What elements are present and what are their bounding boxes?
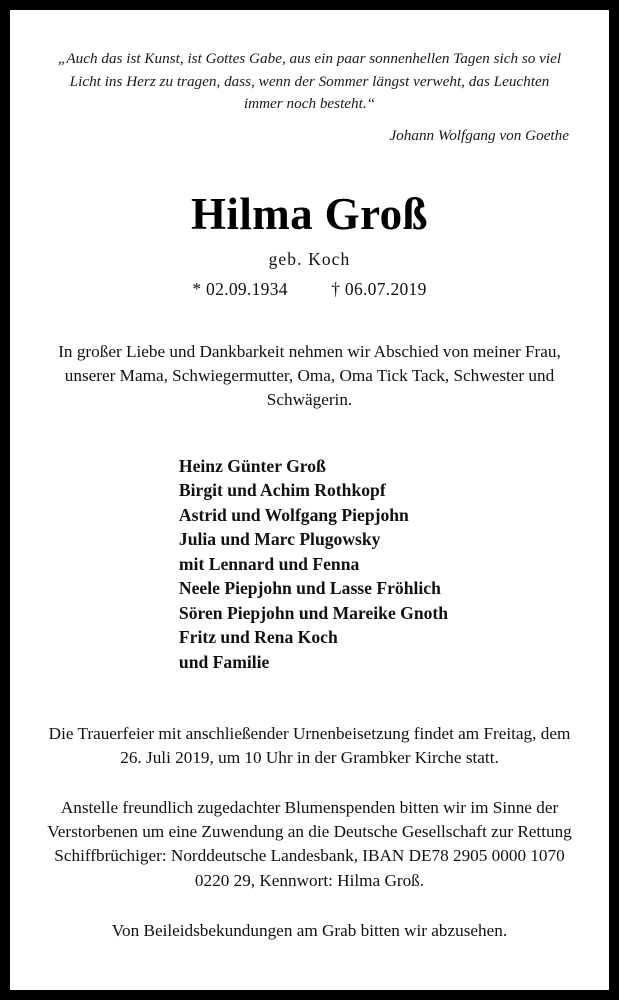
family-member: Sören Piepjohn und Mareike Gnoth [178,602,449,623]
death-date: † 06.07.2019 [331,278,427,299]
family-member: Neele Piepjohn und Lasse Fröhlich [178,578,441,599]
maiden-name: geb. Koch [268,248,351,269]
family-member: Birgit und Achim Rothkopf [178,480,386,501]
family-member: Astrid und Wolfgang Piepjohn [178,504,409,525]
notice-paper [10,10,609,990]
family-list [171,454,448,674]
quote-author: Johann Wolfgang von Goethe [389,126,569,144]
closing-paragraph: Von Beileidsbekundungen am Grab bitten wir abzusehen. [111,920,508,940]
donation-paragraph: Anstelle freundlich zugedachter Blumenspenden bitten wir im Sinne der Verstorbenen um eine Zuwendung an die Deutsche Gesellschaft zur Rettung Schiffbrüchiger: Norddeutsche Landesbank, IBAN DE78 2905 0000 1070 0220 29, Kennwort: Hilma Groß. [47,798,572,890]
deceased-name-block [40,191,579,300]
intro-paragraph: In großer Liebe und Dankbarkeit nehmen wir Abschied von meiner Frau, unserer Mama, Schwiegermutter, Oma, Oma Tick Tack, Schwester und Schwägerin. [58,341,561,409]
life-dates [40,279,579,300]
family-member: mit Lennard und Fenna [178,553,360,574]
birth-date: * 02.09.1934 [192,278,288,299]
family-block [40,454,579,674]
family-member: und Familie [178,651,270,672]
quote-block [40,10,579,147]
family-member: Julia und Marc Plugowsky [178,529,381,550]
family-member: Heinz Günter Groß [178,456,326,477]
quote-text: „Auch das ist Kunst, ist Gottes Gabe, aus ein paar sonnenhellen Tagen sich so viel Licht ins Herz zu tragen, dass, wenn der Sommer längst verweht, das Leuchten immer noch besteht.“ [57,50,562,112]
deceased-name: Hilma Groß [191,189,428,239]
service-paragraph: Die Trauerfeier mit anschließender Urnenbeisetzung findet am Freitag, dem 26. Juli 2019, um 10 Uhr in der Grambker Kirche statt. [48,724,571,768]
family-member: Fritz und Rena Koch [178,627,338,648]
